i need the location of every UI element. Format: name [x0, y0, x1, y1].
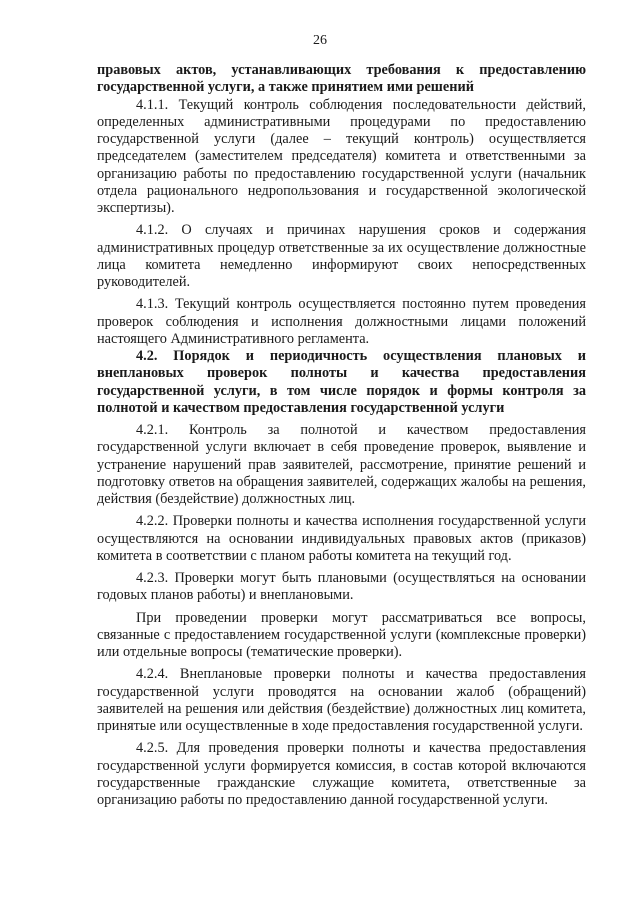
paragraph-4-1-3: 4.1.3. Текущий контроль осуществляется постоянно путем проведения проверок соблюдения и исполнения должностными лицами положений настоящего Административного регламента. [97, 296, 586, 347]
document-body [97, 62, 586, 809]
paragraph-4-2-2: 4.2.2. Проверки полноты и качества исполнения государственной услуги осуществляются на основании индивидуальных правовых актов (приказов) комитета в соответствии с планом работы комитета на текущий год. [97, 513, 586, 564]
paragraph-4-1-2: 4.1.2. О случаях и причинах нарушения сроков и содержания административных процедур ответственные за их осуществление должностные лица комитета немедленно информируют своих непосредственных руководителей. [97, 222, 586, 290]
paragraph-inspection-scope: При проведении проверки могут рассматриваться все вопросы, связанные с предоставлением государственной услуги (комплексные проверки) или отдельные вопросы (тематические проверки). [97, 609, 586, 660]
paragraph-4-2-3: 4.2.3. Проверки могут быть плановыми (осуществляться на основании годовых планов работы) и внеплановыми. [97, 570, 586, 604]
section-heading-continuation: правовых актов, устанавливающих требования к предоставлению государственной услуги, а также принятием ими решений [97, 62, 586, 96]
paragraph-4-2-4: 4.2.4. Внеплановые проверки полноты и качества предоставления государственной услуги проводятся на основании жалоб (обращений) заявителей на решения или действия (бездействие) должностных лиц комитета, принятые или осуществленные в ходе предоставления государственной услуги. [97, 666, 586, 734]
page-number: 26 [313, 33, 327, 48]
section-heading-4-2: 4.2. Порядок и периодичность осуществления плановых и внеплановых проверок полноты и качества предоставления государственной услуги, в том числе порядок и формы контроля за полнотой и качеством предоставления государственной услуги [97, 348, 586, 416]
paragraph-4-1-1: 4.1.1. Текущий контроль соблюдения последовательности действий, определенных административными процедурами по предоставлению государственной услуги (далее – текущий контроль) осуществляется председателем (заместителем председателя) комитета и ответственными за организацию работы по предоставлению государственной услуги (начальник отдела рационального недропользования и государственной экологической экспертизы). [97, 96, 586, 216]
paragraph-4-2-5: 4.2.5. Для проведения проверки полноты и качества предоставления государственной услуги формируется комиссия, в состав которой включаются государственные гражданские служащие комитета, ответственные за организацию работы по предоставлению данной государственной услуги. [97, 740, 586, 808]
paragraph-4-2-1: 4.2.1. Контроль за полнотой и качеством предоставления государственной услуги включает в себя проведение проверок, выявление и устранение нарушений прав заявителей, рассмотрение, принятие решений и подготовку ответов на обращения заявителей, содержащих жалобы на решения, действия (бездействие) должностных лиц. [97, 422, 586, 507]
